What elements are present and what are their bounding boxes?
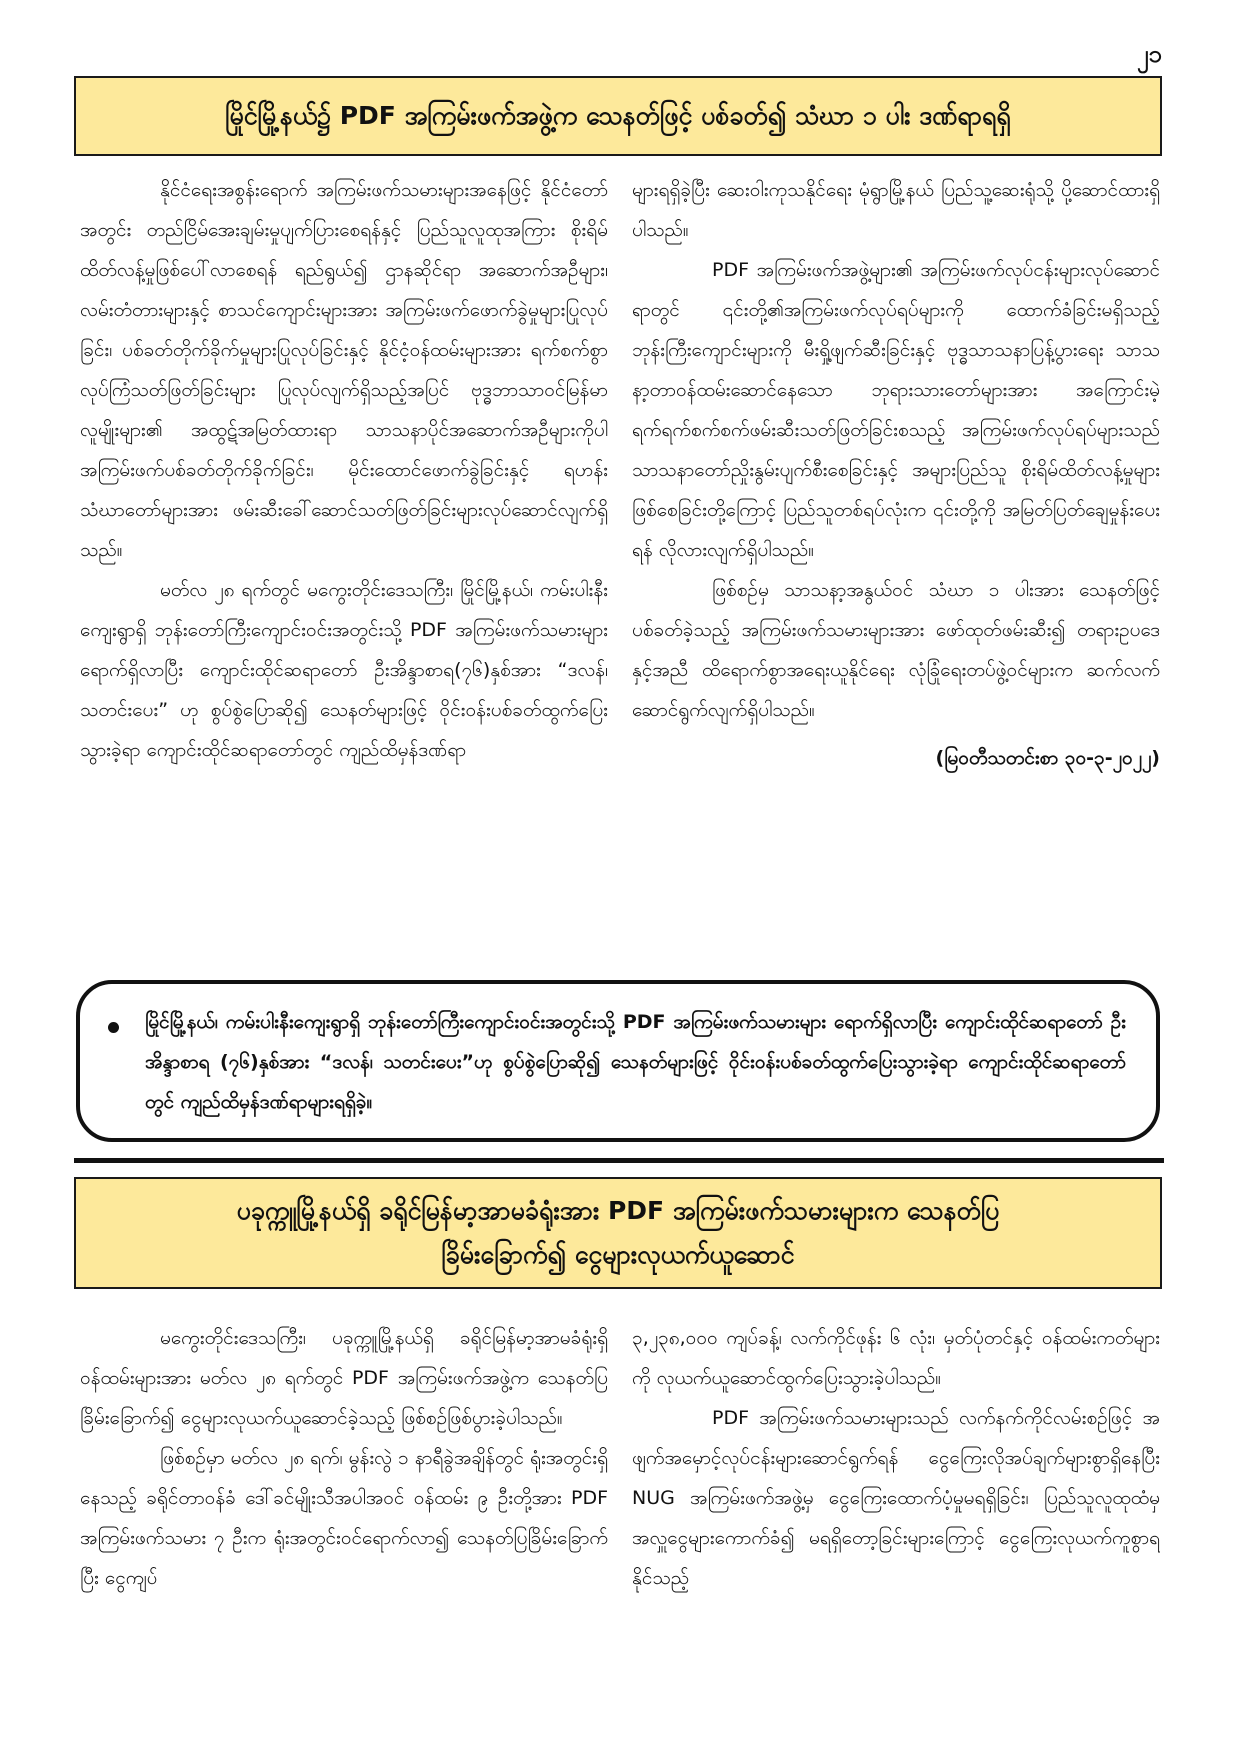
page-number: ၂၁ xyxy=(1136,40,1162,68)
section-divider xyxy=(74,1158,1164,1163)
summary-highlight-text: မြိုင်မြို့နယ်၊ ကမ်းပါးနီးကျေးရွာရှိ ဘုန်းတော်ကြီးကျောင်းဝင်းအတွင်းသို့ PDF အကြမ်းဖက်သမားများ ရောက်ရှိလာပြီး ကျောင်းထိုင်ဆရာတော် ဦးအိန္ဒာစာရ (၇၆)နှစ်အား “ဒလန်၊ သတင်းပေး”ဟု စွပ်စွဲပြောဆို၍ သေနတ်များဖြင့် ဝိုင်းဝန်းပစ်ခတ်ထွက်ပြေးသွားခဲ့ရာ ကျောင်းထိုင်ဆရာတော်တွင် ကျည်ထိမှန်ဒဏ်ရာများရရှိခဲ့။ xyxy=(145,1011,1126,1113)
article-2-right-column xyxy=(632,1318,1160,1728)
article-1-paragraph: များရရှိခဲ့ပြီး ဆေးဝါးကုသနိုင်ရေး မုံရွာမြို့နယ် ပြည်သူ့ဆေးရုံသို့ ပို့ဆောင်ထားရှိပါသည်။ xyxy=(632,179,1160,241)
article-1-right-column xyxy=(632,170,1160,960)
article-2-paragraph: PDF အကြမ်းဖက်သမားများသည် လက်နက်ကိုင်လမ်းစဉ်ဖြင့် အဖျက်အမှောင့်လုပ်ငန်းများဆောင်ရွက်ရန် ငွေကြေးလိုအပ်ချက်များစွာရှိနေပြီး NUG အကြမ်းဖက်အဖွဲ့မှ ငွေကြေးထောက်ပံ့မှုမရရှိခြင်း၊ ပြည်သူလူထုထံမှ အလှူငွေများကောက်ခံ၍ မရရှိတော့ခြင်းများကြောင့် ငွေကြေးလုယက်ကူစွာရနိုင်သည့် xyxy=(632,1407,1160,1589)
article-2-headline-line-1: ပခုက္ကူမြို့နယ်ရှိ ခရိုင်မြန်မာ့အာမခံရုံးအား PDF အကြမ်းဖက်သမားများက သေနတ်ပြ xyxy=(236,1196,1000,1225)
article-1-paragraph: PDF အကြမ်းဖက်အဖွဲ့များ၏ အကြမ်းဖက်လုပ်ငန်းများလုပ်ဆောင်ရာတွင် ၎င်းတို့၏အကြမ်းဖက်လုပ်ရပ်များကို ထောက်ခံခြင်းမရှိသည့် ဘုန်းကြီးကျောင်းများကို မီးရှို့ဖျက်ဆီးခြင်းနှင့် ဗုဒ္ဓသာသနာပြန့်ပွားရေး သာသနာ့တာဝန်ထမ်းဆောင်နေသော ဘုရားသားတော်များအား အကြောင်းမဲ့ရက်ရက်စက်စက်ဖမ်းဆီးသတ်ဖြတ်ခြင်းစသည့် အကြမ်းဖက်လုပ်ရပ်များသည် သာသနာတော်ညှိုးနွမ်းပျက်စီးစေခြင်းနှင့် အများပြည်သူ စိုးရိမ်ထိတ်လန့်မှုများဖြစ်စေခြင်းတို့ကြောင့် ပြည်သူတစ်ရပ်လုံးက ၎င်းတို့ကို အမြတ်ပြတ်ချေမှုန်းပေးရန် လိုလားလျက်ရှိပါသည်။ xyxy=(632,259,1160,561)
article-2-paragraph: မကွေးတိုင်းဒေသကြီး၊ ပခုက္ကူမြို့နယ်ရှိ ခရိုင်မြန်မာ့အာမခံရုံးရှိ ဝန်ထမ်းများအား မတ်လ ၂၈ ရက်တွင် PDF အကြမ်းဖက်အဖွဲ့က သေနတ်ပြခြိမ်းခြောက်၍ ငွေများလုယက်ယူဆောင်ခဲ့သည့် ဖြစ်စဉ်ဖြစ်ပွားခဲ့ပါသည်။ xyxy=(80,1327,608,1429)
article-1-headline-text: မြိုင်မြို့နယ်၌ PDF အကြမ်းဖက်အဖွဲ့က သေနတ်ဖြင့် ပစ်ခတ်၍ သံဃာ ၁ ပါး ဒဏ်ရာရရှိ xyxy=(225,101,1011,130)
article-1-paragraph: ဖြစ်စဉ်မှ သာသနာ့အနွယ်ဝင် သံဃာ ၁ ပါးအား သေနတ်ဖြင့် ပစ်ခတ်ခဲ့သည့် အကြမ်းဖက်သမားများအား ဖော်ထုတ်ဖမ်းဆီး၍ တရားဥပဒေနှင့်အညီ ထိရောက်စွာအရေးယူနိုင်ရေး လုံခြုံရေးတပ်ဖွဲ့ဝင်များက ဆက်လက်ဆောင်ရွက်လျက်ရှိပါသည်။ xyxy=(632,579,1160,721)
article-2-paragraph: ဖြစ်စဉ်မှာ မတ်လ ၂၈ ရက်၊ မွန်းလွဲ ၁ နာရီခွဲအချိန်တွင် ရုံးအတွင်းရှိနေသည့် ခရိုင်တာဝန်ခံ ဒေါ်ခင်မျိုးသီအပါအဝင် ဝန်ထမ်း ၉ ဦးတို့အား PDF အကြမ်းဖက်သမား ၇ ဦးက ရုံးအတွင်းဝင်ရောက်လာ၍ သေနတ်ပြခြိမ်းခြောက်ပြီး ငွေကျပ် xyxy=(80,1447,608,1589)
summary-highlight-box xyxy=(76,980,1160,1142)
article-2-left-column xyxy=(80,1318,608,1728)
article-1-left-column xyxy=(80,170,608,960)
article-1-paragraph: နိုင်ငံရေးအစွန်းရောက် အကြမ်းဖက်သမားများအနေဖြင့် နိုင်ငံတော်အတွင်း တည်ငြိမ်အေးချမ်းမှုပျက်ပြားစေရန်နှင့် ပြည်သူလူထုအကြား စိုးရိမ်ထိတ်လန့်မှုဖြစ်ပေါ်လာစေရန် ရည်ရွယ်၍ ဌာနဆိုင်ရာ အဆောက်အဦများ၊ လမ်းတံတားများနှင့် စာသင်ကျောင်းများအား အကြမ်းဖက်ဖောက်ခွဲမှုများပြုလုပ်ခြင်း၊ ပစ်ခတ်တိုက်ခိုက်မှုများပြုလုပ်ခြင်းနှင့် နိုင်ငံ့ဝန်ထမ်းများအား ရက်စက်စွာလုပ်ကြံသတ်ဖြတ်ခြင်းများ ပြုလုပ်လျက်ရှိသည့်အပြင် ဗုဒ္ဓဘာသာဝင်မြန်မာလူမျိုးများ၏ အထွဋ်အမြတ်ထားရာ သာသနာပိုင်အဆောက်အဦများကိုပါ အကြမ်းဖက်ပစ်ခတ်တိုက်ခိုက်ခြင်း၊ မိုင်းထောင်ဖောက်ခွဲခြင်းနှင့် ရဟန်းသံဃာတော်များအား ဖမ်းဆီးခေါ်ဆောင်သတ်ဖြတ်ခြင်းများလုပ်ဆောင်လျက်ရှိသည်။ xyxy=(80,179,608,561)
article-2-paragraph: ၃,၂၃၈,၀၀၀ ကျပ်ခန့်၊ လက်ကိုင်ဖုန်း ၆ လုံး၊ မှတ်ပုံတင်နှင့် ဝန်ထမ်းကတ်များကို လုယက်ယူဆောင်ထွက်ပြေးသွားခဲ့ပါသည်။ xyxy=(632,1327,1160,1389)
article-2-body xyxy=(80,1318,1160,1728)
bullet-icon xyxy=(108,1022,119,1033)
article-1-paragraph: မတ်လ ၂၈ ရက်တွင် မကွေးတိုင်းဒေသကြီး၊ မြိုင်မြို့နယ်၊ ကမ်းပါးနီးကျေးရွာရှိ ဘုန်းတော်ကြီးကျောင်းဝင်းအတွင်းသို့ PDF အကြမ်းဖက်သမားများရောက်ရှိလာပြီး ကျောင်းထိုင်ဆရာတော် ဦးအိန္ဒာစာရ(၇၆)နှစ်အား “ဒလန်၊ သတင်းပေး” ဟု စွပ်စွဲပြောဆို၍ သေနတ်များဖြင့် ဝိုင်းဝန်းပစ်ခတ်ထွက်ပြေးသွားခဲ့ရာ ကျောင်းထိုင်ဆရာတော်တွင် ကျည်ထိမှန်ဒဏ်ရာ xyxy=(80,579,608,761)
article-2-headline-line-2: ခြိမ်းခြောက်၍ ငွေများလုယက်ယူဆောင် xyxy=(441,1240,795,1269)
article-2-headline xyxy=(74,1177,1162,1289)
article-1-body xyxy=(80,170,1160,960)
article-1-source: (မြဝတီသတင်းစာ ၃၀-၃-၂၀၂၂) xyxy=(935,747,1160,769)
article-1-headline xyxy=(74,76,1162,156)
